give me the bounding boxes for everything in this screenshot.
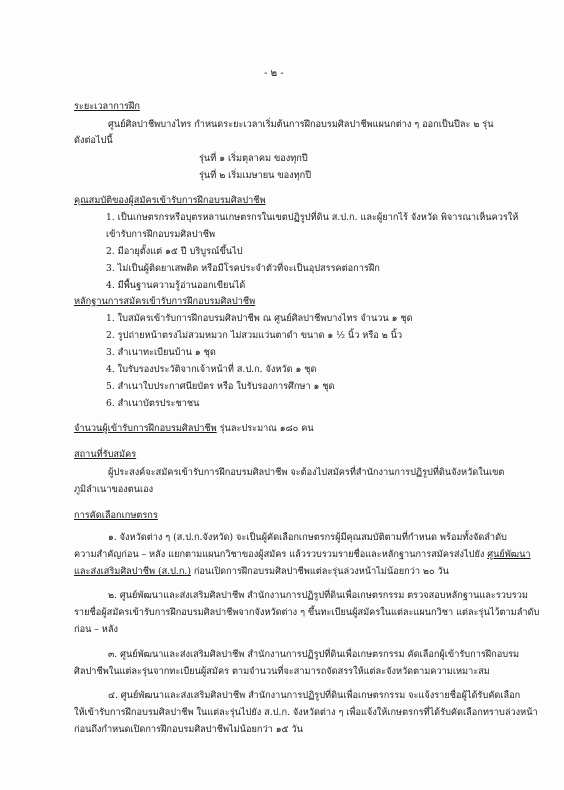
qualification-item: 4. มีพื้นฐานความรู้อ่านออกเขียนได้ bbox=[106, 280, 246, 291]
document-item: 4. ใบรับรองประวัติจากเจ้าหน้าที่ ส.ป.ก. จังหวัด ๑ ชุด bbox=[106, 364, 317, 375]
selection-p1-line2-text: ความสำคัญก่อน – หลัง แยกตามแผนกวิชาของผู้สมัคร แล้วรวบรวมรายชื่อและหลักฐานการสมัครส่งไปยัง bbox=[74, 549, 485, 560]
duration-heading: ระยะเวลาการฝึก bbox=[74, 101, 140, 112]
selection-p1-center-name-cont: และส่งเสริมศิลปาชีพ (ส.ป.ก.) bbox=[74, 566, 191, 577]
selection-p1-line3 bbox=[74, 566, 449, 578]
qualification-item: 3. ไม่เป็นผู้ติดยาเสพติด หรือมีโรคประจำตัวที่จะเป็นอุปสรรคต่อการฝึก bbox=[106, 263, 380, 274]
document-item: 5. สำเนาใบประกาศนียบัตร หรือ ใบรับรองการศึกษา ๑ ชุด bbox=[106, 381, 335, 392]
selection-heading: การคัดเลือกเกษตรกร bbox=[74, 510, 158, 521]
quota-heading: จำนวนผู้เข้ารับการฝึกอบรมศิลปาชีพ bbox=[74, 423, 217, 434]
duration-intro-line1: ศูนย์ศิลปาชีพบางไทร กำหนดระยะเวลาเริ่มต้นการฝึกอบรมศิลปาชีพแผนกต่าง ๆ ออกเป็นปีละ ๒ รุ่น bbox=[108, 119, 494, 130]
document-item: 6. สำเนาบัตรประชาชน bbox=[106, 398, 200, 409]
quota-value: รุ่นละประมาณ ๑๘๐ คน bbox=[216, 423, 314, 434]
selection-p2-line3: ก่อน – หลัง bbox=[74, 624, 118, 635]
qualification-item: 1. เป็นเกษตรกรหรือบุตรหลานเกษตรกรในเขตปฏิรูปที่ดิน ส.ป.ก. และผู้ยากไร้ จังหวัด พิจารณาเห็นควรให้ bbox=[106, 212, 519, 223]
selection-p3-line1: ๓. ศูนย์พัฒนาและส่งเสริมศิลปาชีพ สำนักงานการปฏิรูปที่ดินเพื่อเกษตรกรรม คัดเลือกผู้เข้ารับการฝึกอบรม bbox=[108, 649, 520, 660]
selection-p1-line2 bbox=[74, 549, 531, 561]
selection-p2-line1: ๒. ศูนย์พัฒนาและส่งเสริมศิลปาชีพ สำนักงานการปฏิรูปที่ดินเพื่อเกษตรกรรม ตรวจสอบหลักฐานและรวบรวม bbox=[108, 590, 528, 601]
duration-batch-2: รุ่นที่ ๒ เริ่มเมษายน ของทุกปี bbox=[199, 170, 312, 181]
venue-line2: ภูมิลำเนาของตนเอง bbox=[74, 484, 154, 495]
selection-p2-line2: รายชื่อผู้สมัครเข้ารับการฝึกอบรมศิลปาชีพจากจังหวัดต่าง ๆ ขึ้นทะเบียนผู้สมัครในแต่ละแผนกวิชา แต่ละรุ่นไว้ตามลำดับ bbox=[74, 607, 540, 618]
duration-batch-1: รุ่นที่ ๑ เริ่มตุลาคม ของทุกปี bbox=[199, 153, 308, 164]
qualification-item: 2. มีอายุตั้งแต่ ๑๕ ปี บริบูรณ์ขึ้นไป bbox=[106, 246, 243, 257]
quota-line bbox=[74, 423, 314, 435]
selection-p4-line1: ๔. ศูนย์พัฒนาและส่งเสริมศิลปาชีพ สำนักงานการปฏิรูปที่ดินเพื่อเกษตรกรรม จะแจ้งรายชื่อผู้ได้รับคัดเลือก bbox=[108, 690, 521, 701]
selection-p4-line3: ก่อนถึงกำหนดเปิดการฝึกอบรมศิลปาชีพไม่น้อยกว่า ๑๕ วัน bbox=[74, 724, 303, 735]
qualification-item: เข้ารับการฝึกอบรมศิลปาชีพ bbox=[106, 229, 216, 240]
document-item: 1. ใบสมัครเข้ารับการฝึกอบรมศิลปาชีพ ณ ศูนย์ศิลปาชีพบางไทร จำนวน ๑ ชุด bbox=[106, 313, 413, 324]
duration-intro-line2: ดังต่อไปนี้ bbox=[74, 135, 113, 146]
documents-heading: หลักฐานการสมัครเข้ารับการฝึกอบรมศิลปาชีพ bbox=[74, 296, 256, 307]
selection-p1-line3-text: ก่อนเปิดการฝึกอบรมศิลปาชีพแต่ละรุ่นล่วงหน้าไม่น้อยกว่า ๒๐ วัน bbox=[190, 566, 449, 577]
venue-line1: ผู้ประสงค์จะสมัครเข้ารับการฝึกอบรมศิลปาชีพ จะต้องไปสมัครที่สำนักงานการปฏิรูปที่ดินจังหวัดในเขต bbox=[108, 467, 505, 478]
document-item: 3. สำเนาทะเบียนบ้าน ๑ ชุด bbox=[106, 347, 216, 358]
selection-p1-center-name: ศูนย์พัฒนา bbox=[487, 549, 531, 560]
document-item: 2. รูปถ่ายหน้าตรงไม่สวมหมวก ไม่สวมแว่นตาดำ ขนาด ๑ ½ นิ้ว หรือ ๒ นิ้ว bbox=[106, 330, 403, 341]
page-number: - ๒ - bbox=[264, 68, 284, 79]
selection-p1-line1: ๑. จังหวัดต่าง ๆ (ส.ป.ก.จังหวัด) จะเป็นผู้คัดเลือกเกษตรกรผู้มีคุณสมบัติตามที่กำหนด พร้อมทั้งจัดลำดับ bbox=[108, 532, 507, 543]
selection-p4-line2: ให้เข้ารับการฝึกอบรมศิลปาชีพ ในแต่ละรุ่นไปยัง ส.ป.ก. จังหวัดต่าง ๆ เพื่อแจ้งให้เกษตรกรที่ได้รับคัดเลือกทราบล่วงหน้า bbox=[74, 707, 538, 718]
selection-p3-line2: ศิลปาชีพในแต่ละรุ่นจากทะเบียนผู้สมัคร ตามจำนวนที่จะสามารถจัดสรรให้แต่ละจังหวัดตามความเหมาะสม bbox=[74, 666, 490, 677]
qualifications-heading: คุณสมบัติของผู้สมัครเข้ารับการฝึกอบรมศิลปาชีพ bbox=[74, 195, 266, 206]
venue-heading: สถานที่รับสมัคร bbox=[74, 449, 137, 460]
